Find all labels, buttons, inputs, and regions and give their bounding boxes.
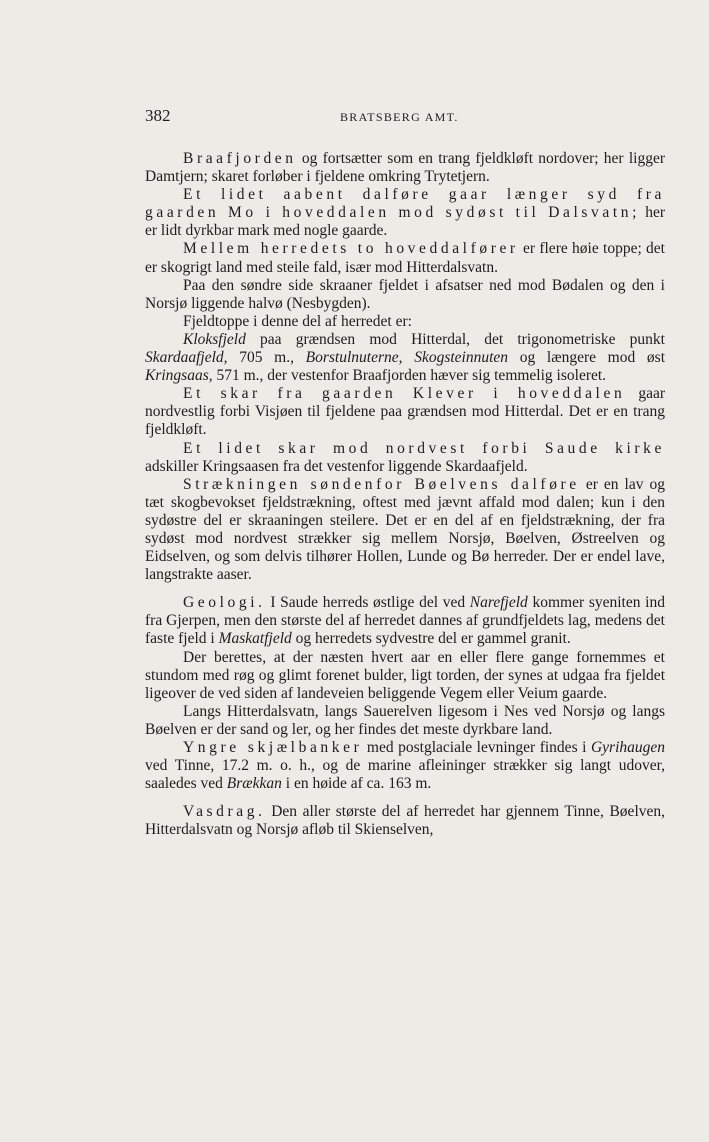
paragraph: Langs Hitterdalsvatn, langs Sauerelven ligesom i Nes ved Norsjø og langs Bøelven er der sand og ler, og her findes det meste dyrkbare land. [145, 702, 665, 738]
paragraph: Et lidet skar mod nordvest forbi Saude kirke adskiller Kringsaasen fra det vestenfor liggende Skardaafjeld. [145, 439, 665, 475]
paragraph: Der berettes, at der næsten hvert aar en eller flere gange fornemmes et stundom med røg og glimt forenet bulder, ligt torden, der synes at udgaa fra fjeldet ligeover de ved siden af landeveien beliggende Vegem eller Veium gaarde. [145, 648, 665, 702]
paragraph: Paa den søndre side skraaner fjeldet i afsatser ned mod Bødalen og den i Norsjø liggende halvø (Nesbygden). [145, 276, 665, 312]
geologi-paragraph: Geologi. I Saude herreds østlige del ved Narefjeld kommer syeniten ind fra Gjerpen, men den største del af herredet dannes af grundfjeldets lag, medens det faste fjeld i Maskatfjeld og herredets sydvestre del er gammel granit. [145, 594, 665, 648]
peaks-paragraph: Kloksfjeld paa grændsen mod Hitterdal, det trigonometriske punkt Skardaafjeld, 705 m., Borstulnuterne, Skogsteinnuten og længere mod øst Kringsaas, 571 m., der vestenfor Braafjorden hæver sig temmelig isoleret. [145, 330, 665, 385]
paragraph: Braafjorden og fortsætter som en trang fjeldkløft nordover; her ligger Damtjern; skaret forløber i fjeldene omkring Trytetjern. [145, 150, 665, 186]
paragraph: Fjeldtoppe i denne del af herredet er: [183, 312, 412, 330]
paragraph: Strækningen søndenfor Bøelvens dalføre er en lav og tæt skogbevokset fjeldstrækning, oftest med jævnt affald mod dalen; kun i den sydøstre del er skraaningen steilere. Det er en del af en fjeldstrækning, der fra sydøst mod nordvest strækker sig mellem Norsjø, Bøelven, Østreelven og Eidselven, og som delvis tilhører Hollen, Lunde og Bø herreder. Der er endel lave, langstrakte aaser. [145, 475, 665, 584]
paragraph: Et skar fra gaarden Klever i hoveddalen gaar nordvestlig forbi Visjøen til fjeldene paa grændsen mod Hitterdal. Det er en trang fjeldkløft. [145, 385, 665, 439]
body-text [145, 150, 665, 839]
page-number: 382 [145, 106, 171, 125]
page-header [145, 106, 665, 130]
paragraph: Et lidet aabent dalføre gaar længer syd fra gaarden Mo i hoveddalen mod sydøst til Dalsvatn; her er lidt dyrkbar mark med nogle gaarde. [145, 186, 666, 240]
running-title: BRATSBERG AMT. [340, 110, 459, 124]
section-heading: Geologi. [183, 594, 266, 612]
section-heading: Vasdrag. [183, 803, 266, 821]
paragraph: Yngre skjælbanker med postglaciale levninger findes i Gyrihaugen ved Tinne, 17.2 m. o. h., og de marine afleininger strækker sig langt udover, saaledes ved Brækkan i en høide af ca. 163 m. [145, 739, 666, 793]
vasdrag-paragraph: Vasdrag. Den aller største del af herredet har gjennem Tinne, Bøelven, Hitterdalsvatn og Norsjø afløb til Skienselven, [145, 803, 665, 839]
paragraph: Mellem herredets to hoveddalfører er flere høie toppe; det er skogrigt land med steile fald, især mod Hitterdalsvatn. [145, 240, 665, 276]
